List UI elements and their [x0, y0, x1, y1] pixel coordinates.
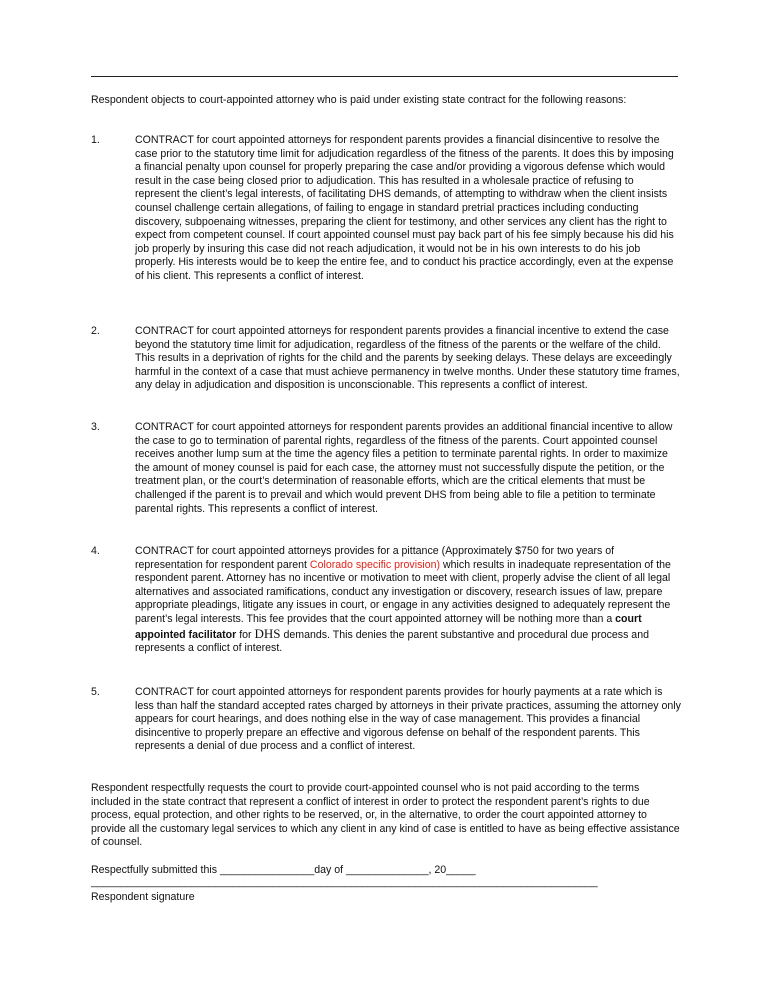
item-text-before-red: CONTRACT for court appointed attorneys provides for a pittance (Approximately $750 for two years of representation for respondent parent — [135, 545, 615, 571]
item-number: 3. — [91, 421, 100, 433]
item-text: CONTRACT for court appointed attorneys for respondent parents provides an additional financial incentive to allow the case to go to termination of parental rights, regardless of the fitness of the parents. Court appointed counsel receives another lump sum at the time the agency files a petition to terminate parental rights. In order to maximize the amount of money counsel is paid for each case, the attorney must not successfully dispute the petition, or the treatment plan, or the court’s determination of reasonable efforts, which are the critical elements that must be challenged if the parent is to prevail and which would prevent DHS from being able to file a petition to terminate parental rights. This represents a conflict of interest. — [135, 421, 673, 515]
submitted-date-line: Respectfully submitted this ________________day of ______________, 20_____ — [91, 864, 476, 876]
item-text: CONTRACT for court appointed attorneys for respondent parents provides a financial incentive to extend the case beyond the statutory time limit for adjudication, regardless of the fitness of the parents or the welfare of the child. This results in a deprivation of rights for the child and the parents by seeking delays. These delays are exceedingly harmful in the context of a case that must achieve permanency in twelve months. Under these statutory time frames, any delay in adjudication and disposition is unconscionable. This represents a conflict of interest. — [135, 325, 680, 392]
signature-label: Respondent signature — [91, 891, 195, 903]
item-number: 2. — [91, 325, 100, 337]
signature-blank-line: ______________________________________________________________________________________ — [91, 876, 598, 888]
intro-paragraph: Respondent objects to court-appointed attorney who is paid under existing state contract for the following reasons: — [91, 94, 627, 106]
closing-paragraph: Respondent respectfully requests the court to provide court-appointed counsel who is not paid according to the terms included in the state contract that represent a conflict of interest in order to protect the respondent parent’s rights to due process, equal protection, and other rights to be reserved, or, in the alternative, to order the court appointed attorney to provide all the customary legal services to which any client in any kind of case is entitled to have as being effective assistance of counsel. — [91, 782, 680, 849]
dhs-term: DHS — [254, 625, 281, 641]
item-number: 4. — [91, 545, 100, 557]
item-text — [135, 545, 681, 656]
item-number: 5. — [91, 686, 100, 698]
item-text-after-red: which results in inadequate representation of the respondent parent. Attorney has no incentive or motivation to meet with client, properly advise the client of all legal alternatives and associated ramifications, conduct any investigation or discovery, research issues of law, prepare appropriate pleadings, litigate any issues in court, or engage in any activities designed to adequately represent the parent’s legal interests. This fee provides that the court appointed attorney will be nothing more than a — [135, 558, 671, 625]
item-text: CONTRACT for court appointed attorneys for respondent parents provides for hourly payments at a rate which is less than half the standard accepted rates charged by attorneys in their private practices, assuming the attorney only appears for court hearings, and does nothing else in the way of case management. This provides a financial disincentive to properly prepare an effective and vigorous defense on behalf of the respondent parents. This represents a denial of due process and a conflict of interest. — [135, 686, 681, 753]
item-text-for: for — [236, 628, 255, 641]
top-horizontal-rule — [91, 76, 678, 77]
court-appointed-facilitator-emphasis: court appointed facilitator — [135, 612, 642, 641]
item-text-end: demands. This denies the parent substantive and procedural due process and represents a conflict of interest. — [135, 628, 649, 655]
item-text: CONTRACT for court appointed attorneys for respondent parents provides a financial disincentive to resolve the case prior to the statutory time limit for adjudication regardless of the fitness of the parents. It does this by imposing a financial penalty upon counsel for properly preparing the case and/or providing a vigorous defense which would result in the case being closed prior to adjudication. This has resulted in a wholesale practice of refusing to represent the client’s legal interests, of facilitating DHS demands, of attempting to withdraw when the client insists counsel challenge certain allegations, of failing to engage in standard pretrial practices including conducting discovery, subpoenaing witnesses, preparing the client for testimony, and other services any client has the right to expect from competent counsel. If court appointed counsel must pay back part of his fee simply because his did his job properly by insuring this case did not reach adjudication, it would not be in his own interests to do his job properly. His interests would be to keep the entire fee, and to conduct his practice accordingly, even at the expense of his client. This represents a conflict of interest. — [135, 134, 674, 282]
colorado-provision-note: Colorado specific provision) — [309, 558, 441, 571]
item-number: 1. — [91, 134, 100, 146]
